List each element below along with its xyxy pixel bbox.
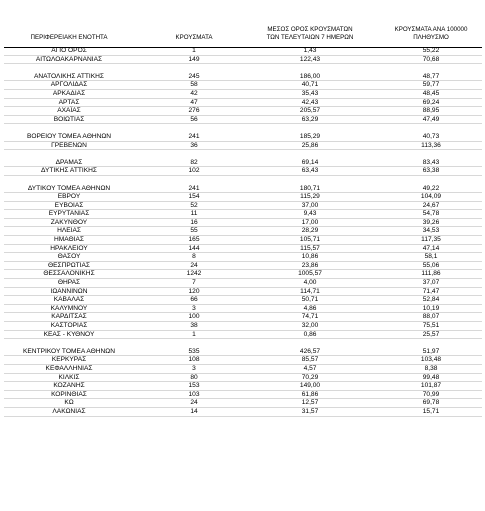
row-spacer: [0, 339, 485, 348]
table-row: [0, 322, 485, 331]
avg-cell: 4,00: [303, 279, 317, 287]
cases-cell: 100: [188, 313, 200, 321]
per-100k-cell: 10,19: [422, 304, 440, 312]
avg-cell: 426,57: [299, 347, 321, 355]
region-cell: ΚΕΑΣ - ΚΥΘΝΟΥ: [43, 330, 95, 338]
avg-cell: 32,00: [301, 322, 319, 329]
cases-cell: 14: [190, 407, 198, 415]
avg-cell: 122,43: [299, 55, 321, 63]
per-100k-cell: 69,24: [422, 98, 440, 106]
region-cell: ΘΕΣΣΑΛΟΝΙΚΗΣ: [43, 270, 95, 278]
region-cell: ΚΑΣΤΟΡΙΑΣ: [50, 322, 88, 329]
region-cell: ΕΥΡΥΤΑΝΙΑΣ: [48, 210, 90, 218]
cases-cell: 24: [190, 399, 198, 407]
cases-cell: 52: [190, 201, 198, 209]
per-100k-cell: 59,77: [422, 81, 440, 89]
table-row: [0, 270, 485, 279]
table-row: [0, 331, 485, 340]
region-cell: ΑΡΤΑΣ: [58, 98, 80, 106]
region-cell: ΕΒΡΟΥ: [57, 193, 81, 201]
avg-cell: 23,86: [301, 261, 319, 269]
cases-cell: 36: [190, 141, 198, 149]
per-100k-cell: 48,45: [422, 89, 440, 97]
cases-cell: 276: [188, 107, 200, 115]
table-row: [0, 73, 485, 82]
cases-cell: 245: [188, 72, 200, 80]
per-100k-cell: 88,07: [422, 313, 440, 321]
per-100k-cell: 75,51: [422, 322, 440, 329]
region-cell: ΚΑΛΥΜΝΟΥ: [50, 304, 88, 312]
table-row: [0, 365, 485, 374]
header-per-line1: ΚΡΟΥΣΜΑΤΑ ΑΝΑ 100000: [394, 26, 468, 33]
region-cell: ΚΑΒΑΛΑΣ: [53, 296, 85, 304]
table-row: [0, 99, 485, 108]
region-cell: ΑΡΓΟΛΙΔΑΣ: [50, 81, 88, 89]
region-cell: ΑΓΙΟ ΟΡΟΣ: [51, 47, 87, 54]
avg-cell: 115,57: [300, 244, 320, 252]
cases-cell: 3: [192, 304, 196, 312]
per-100k-cell: 54,78: [422, 210, 440, 218]
cases-cell: 149: [188, 55, 200, 63]
per-100k-cell: 99,48: [422, 373, 440, 381]
per-100k-cell: 48,77: [422, 72, 440, 80]
per-100k-cell: 37,07: [422, 279, 440, 287]
cases-cell: 66: [190, 296, 198, 304]
region-cell: ΚΙΛΚΙΣ: [58, 373, 80, 381]
table-row: [0, 382, 485, 391]
table-row: [0, 202, 485, 211]
region-cell: ΘΗΡΑΣ: [57, 279, 81, 287]
header-avg-line2: ΤΩΝ ΤΕΛΕΥΤΑΙΩΝ 7 ΗΜΕΡΩΝ: [266, 33, 354, 41]
per-100k-cell: 69,78: [422, 399, 440, 407]
table-row: [0, 279, 485, 288]
cases-cell: 16: [190, 218, 198, 226]
avg-cell: 114,71: [300, 287, 320, 295]
cases-cell: 108: [188, 356, 200, 364]
cases-cell: 47: [190, 98, 198, 106]
per-100k-cell: 34,53: [422, 227, 440, 235]
region-cell: ΔΡΑΜΑΣ: [55, 158, 83, 166]
cases-cell: 80: [190, 373, 198, 381]
region-cell: ΚΕΦΑΛΛΗΝΙΑΣ: [45, 364, 93, 372]
region-cell: ΑΡΚΑΔΙΑΣ: [52, 89, 86, 97]
table-row: [0, 56, 485, 65]
region-cell: ΒΟΙΩΤΙΑΣ: [53, 115, 85, 123]
header-cases: ΚΡΟΥΣΜΑΤΑ: [175, 34, 213, 41]
avg-cell: 186,00: [299, 72, 321, 80]
table-row: [0, 159, 485, 168]
table-row: [0, 185, 485, 194]
table-row: [0, 374, 485, 383]
table-row: [0, 245, 485, 254]
avg-cell: 42,43: [301, 98, 319, 106]
cases-cell: 165: [188, 236, 200, 244]
region-cell: ΘΕΣΠΡΩΤΙΑΣ: [47, 261, 91, 269]
table-row: [0, 116, 485, 125]
per-100k-cell: 55,22: [422, 47, 440, 54]
table-row: [0, 288, 485, 297]
avg-cell: 205,57: [299, 107, 321, 115]
avg-cell: 63,43: [301, 167, 319, 175]
table-row: [0, 391, 485, 400]
cases-cell: 1: [192, 330, 196, 338]
per-100k-cell: 117,35: [421, 236, 441, 244]
per-100k-cell: 58,1: [424, 253, 438, 261]
per-100k-cell: 52,84: [422, 296, 440, 304]
table-row: [0, 210, 485, 219]
cases-cell: 241: [188, 184, 200, 192]
cases-cell: 11: [190, 210, 198, 218]
per-100k-cell: 24,67: [422, 201, 440, 209]
table-row: [0, 47, 485, 56]
cases-cell: 241: [188, 132, 200, 140]
avg-cell: 74,71: [301, 313, 319, 321]
avg-cell: 10,86: [301, 253, 319, 261]
region-cell: ΗΡΑΚΛΕΙΟΥ: [50, 244, 88, 252]
per-100k-cell: 8,38: [424, 364, 438, 372]
per-100k-cell: 70,99: [422, 390, 440, 398]
table-row: [0, 107, 485, 116]
avg-cell: 180,71: [299, 184, 321, 192]
avg-cell: 28,29: [301, 227, 319, 235]
avg-cell: 37,00: [301, 201, 319, 209]
region-cell: ΕΥΒΟΙΑΣ: [54, 201, 84, 209]
data-table: [0, 47, 485, 417]
region-cell: ΛΑΚΩΝΙΑΣ: [52, 407, 86, 415]
table-row: [0, 133, 485, 142]
row-spacer: [0, 150, 485, 159]
avg-cell: 185,29: [299, 132, 321, 140]
per-100k-cell: 40,73: [422, 132, 440, 140]
cases-cell: 8: [192, 253, 196, 261]
avg-cell: 50,71: [301, 296, 319, 304]
avg-cell: 0,86: [303, 330, 317, 338]
cases-cell: 153: [188, 382, 200, 390]
region-cell: ΙΩΑΝΝΙΝΩΝ: [50, 287, 88, 295]
row-spacer: [0, 176, 485, 185]
per-100k-cell: 83,43: [422, 158, 440, 166]
table-row: [0, 193, 485, 202]
header-avg: [250, 26, 370, 41]
per-100k-cell: 70,68: [422, 55, 440, 63]
table-row: [0, 142, 485, 151]
per-100k-cell: 104,09: [420, 193, 442, 201]
region-cell: ΚΟΡΙΝΘΙΑΣ: [51, 390, 87, 398]
cases-cell: 103: [188, 390, 200, 398]
region-cell: ΚΕΝΤΡΙΚΟΥ ΤΟΜΕΑ ΑΘΗΝΩΝ: [23, 347, 115, 355]
avg-cell: 61,86: [301, 390, 319, 398]
region-cell: ΔΥΤΙΚΟΥ ΤΟΜΕΑ ΑΘΗΝΩΝ: [27, 184, 111, 192]
per-100k-cell: 111,86: [421, 270, 441, 278]
table-row: [0, 305, 485, 314]
cases-cell: 38: [190, 322, 198, 329]
table-row: [0, 399, 485, 408]
per-100k-cell: 39,26: [422, 218, 440, 226]
region-cell: ΒΟΡΕΙΟΥ ΤΟΜΕΑ ΑΘΗΝΩΝ: [26, 132, 112, 140]
avg-cell: 4,57: [303, 364, 317, 372]
cases-cell: 7: [192, 279, 196, 287]
region-cell: ΗΛΕΙΑΣ: [57, 227, 81, 235]
cases-cell: 1242: [186, 270, 202, 278]
region-cell: ΑΧΑΪΑΣ: [57, 107, 81, 115]
table-row: [0, 219, 485, 228]
region-cell: ΑΙΤΩΛΟΑΚΑΡΝΑΝΙΑΣ: [35, 55, 103, 63]
cases-cell: 82: [190, 158, 198, 166]
avg-cell: 63,29: [301, 115, 319, 123]
per-100k-cell: 113,36: [421, 141, 441, 149]
region-cell: ΗΜΑΘΙΑΣ: [54, 236, 84, 244]
row-divider: [4, 416, 482, 417]
per-100k-cell: 71,47: [422, 287, 440, 295]
table-row: [0, 236, 485, 245]
per-100k-cell: 49,22: [422, 184, 440, 192]
table-row: [0, 253, 485, 262]
avg-cell: 17,00: [301, 218, 319, 226]
table-row: [0, 81, 485, 90]
per-100k-cell: 88,95: [422, 107, 440, 115]
per-100k-cell: 103,48: [420, 356, 442, 364]
avg-cell: 149,00: [299, 382, 321, 390]
row-spacer: [0, 124, 485, 133]
region-cell: ΚΟΖΑΝΗΣ: [53, 382, 85, 390]
cases-cell: 3: [192, 364, 196, 372]
region-cell: ΓΡΕΒΕΝΩΝ: [51, 141, 87, 149]
cases-cell: 58: [190, 81, 198, 89]
table-row: [0, 348, 485, 357]
per-100k-cell: 63,38: [422, 167, 440, 175]
per-100k-cell: 25,57: [422, 330, 440, 338]
table-row: [0, 262, 485, 271]
table-row: [0, 408, 485, 417]
per-100k-cell: 55,06: [422, 261, 440, 269]
per-100k-cell: 51,97: [422, 347, 440, 355]
per-100k-cell: 15,71: [422, 407, 440, 415]
table-row: [0, 167, 485, 176]
region-cell: ΑΝΑΤΟΛΙΚΗΣ ΑΤΤΙΚΗΣ: [34, 72, 104, 80]
avg-cell: 85,57: [301, 356, 319, 364]
cases-cell: 154: [188, 193, 200, 201]
table-row: [0, 356, 485, 365]
avg-cell: 4,86: [303, 304, 317, 312]
avg-cell: 35,43: [301, 89, 319, 97]
header-region: ΠΕΡΙΦΕΡΕΙΑΚΗ ΕΝΟΤΗΤΑ: [30, 34, 108, 41]
per-100k-cell: 101,87: [420, 382, 442, 390]
avg-cell: 115,29: [300, 193, 320, 201]
cases-cell: 56: [190, 115, 198, 123]
region-cell: ΘΑΣΟΥ: [57, 253, 81, 261]
row-spacer: [0, 64, 485, 73]
cases-cell: 120: [188, 287, 200, 295]
cases-cell: 535: [188, 347, 200, 355]
region-cell: ΚΩ: [64, 399, 74, 407]
region-cell: ΚΕΡΚΥΡΑΣ: [51, 356, 87, 364]
region-cell: ΖΑΚΥΝΘΟΥ: [50, 218, 88, 226]
header-per-100k: [383, 26, 479, 41]
header-per-line2: ΠΛΗΘΥΣΜΟ: [413, 33, 449, 41]
table-row: [0, 313, 485, 322]
cases-cell: 24: [190, 261, 198, 269]
avg-cell: 40,71: [301, 81, 319, 89]
cases-cell: 144: [188, 244, 200, 252]
avg-cell: 1005,57: [298, 270, 322, 278]
avg-cell: 12,57: [301, 399, 319, 407]
avg-cell: 1,43: [303, 47, 317, 54]
cases-cell: 55: [190, 227, 198, 235]
avg-cell: 69,14: [301, 158, 319, 166]
table-row: [0, 296, 485, 305]
cases-cell: 42: [190, 89, 198, 97]
per-100k-cell: 47,49: [422, 115, 440, 123]
avg-cell: 31,57: [301, 407, 319, 415]
cases-cell: 102: [188, 167, 200, 175]
avg-cell: 70,29: [301, 373, 319, 381]
avg-cell: 9,43: [303, 210, 317, 218]
per-100k-cell: 47,14: [422, 244, 440, 252]
avg-cell: 105,71: [299, 236, 321, 244]
header-avg-line1: ΜΕΣΟΣ ΟΡΟΣ ΚΡΟΥΣΜΑΤΩΝ: [267, 26, 353, 33]
table-row: [0, 227, 485, 236]
avg-cell: 25,86: [301, 141, 319, 149]
region-cell: ΚΑΡΔΙΤΣΑΣ: [51, 313, 87, 321]
table-row: [0, 90, 485, 99]
cases-cell: 1: [192, 47, 196, 54]
region-cell: ΔΥΤΙΚΗΣ ΑΤΤΙΚΗΣ: [41, 167, 97, 175]
